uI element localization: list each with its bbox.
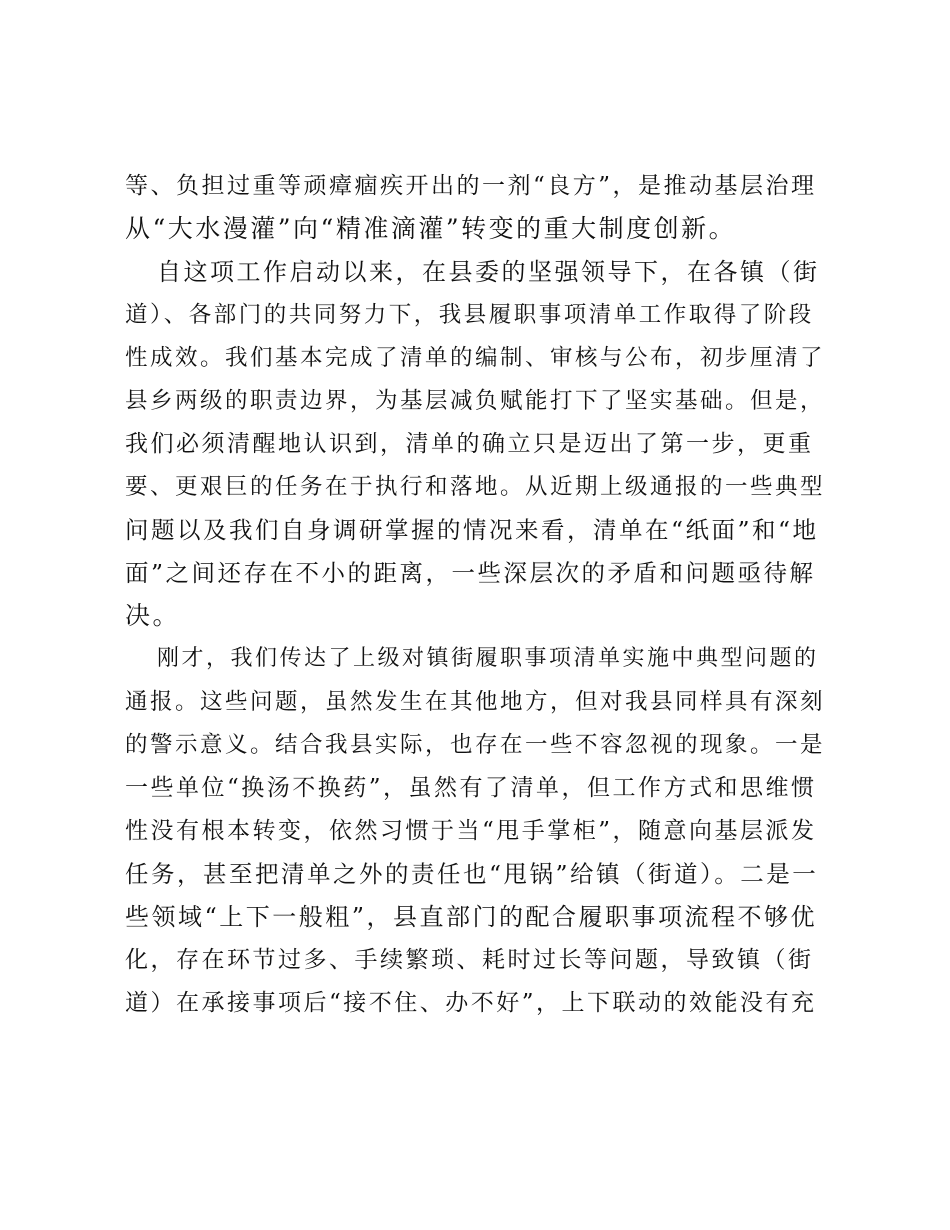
text-line: 一些单位“换汤不换药”，虽然有了清单，但工作方式和思维惯 bbox=[125, 775, 817, 801]
text-line: 任务，甚至把清单之外的责任也“甩锅”给镇（街道）。二是一 bbox=[125, 860, 819, 888]
text-line: 从“大水漫灌”向“精准滴灌”转变的重大制度创新。 bbox=[125, 214, 737, 243]
paragraph-start-line: 刚才，我们传达了上级对镇街履职事项清单实施中典型问题的 bbox=[157, 646, 819, 671]
text-line: 等、负担过重等顽瘴痼疾开出的一剂“良方”，是推动基层治理 bbox=[125, 173, 817, 199]
text-line: 性没有根本转变，依然习惯于当“甩手掌柜”，随意向基层派发 bbox=[125, 818, 817, 844]
text-line: 县乡两级的职责边界，为基层减负赋能打下了坚实基础。但是， bbox=[125, 388, 826, 414]
text-line: 道）、各部门的共同努力下，我县履职事项清单工作取得了阶段 bbox=[125, 302, 814, 328]
text-line: 的警示意义。结合我县实际，也存在一些不容忽视的现象。一是 bbox=[125, 732, 826, 758]
text-line: 道）在承接事项后“接不住、办不好”，上下联动的效能没有充 bbox=[125, 990, 817, 1016]
text-line: 性成效。我们基本完成了清单的编制、审核与公布，初步厘清了 bbox=[125, 345, 826, 371]
text-line: 我们必须清醒地认识到，清单的确立只是迈出了第一步，更重 bbox=[125, 431, 814, 457]
text-line: 些领域“上下一般粗”，县直部门的配合履职事项流程不够优 bbox=[125, 903, 818, 931]
text-line: 面”之间还存在不小的距离，一些深层次的矛盾和问题亟待解 bbox=[125, 559, 816, 587]
text-line: 问题以及我们自身调研掌握的情况来看，清单在“纸面”和“地 bbox=[125, 516, 819, 544]
paragraph-start-line: 自这项工作启动以来，在县委的坚强领导下，在各镇（街 bbox=[157, 258, 820, 286]
text-line: 要、更艰巨的任务在于执行和落地。从近期上级通报的一些典型 bbox=[125, 474, 826, 500]
text-line: 通报。这些问题，虽然发生在其他地方，但对我县同样具有深刻 bbox=[125, 689, 826, 715]
text-line: 化，存在环节过多、手续繁琐、耗时过长等问题，导致镇（街 bbox=[125, 947, 814, 973]
text-line: 决。 bbox=[125, 601, 181, 630]
